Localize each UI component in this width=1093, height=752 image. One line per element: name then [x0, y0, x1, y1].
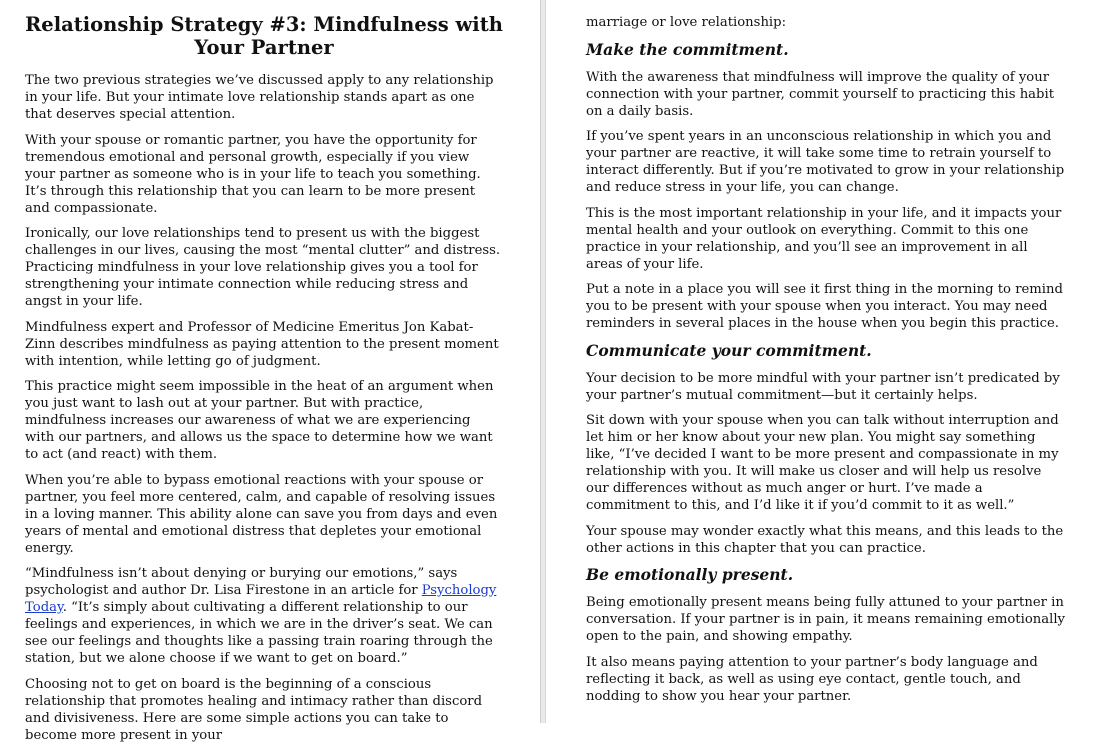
paragraph: Choosing not to get on board is the beginning of a conscious relationship that promotes healing and intimacy rather than discord and divisiveness. Here are some simple actions you can take to become more present in your — [25, 676, 483, 743]
paragraph: This is the most important relationship in your life, and it impacts your mental health and your outlook on everything. Commit to this one practice in your relationship, and you’ll see an improvement in all areas of your life. — [586, 205, 1062, 272]
quote-paragraph — [25, 565, 503, 667]
paragraph: If you’ve spent years in an unconscious relationship in which you and your partner are reactive, it will take some time to retrain yourself to interact differently. But if you’re motivated to grow in your relationship and reduce stress in your life, you can change. — [586, 129, 1065, 195]
psychology-today-link[interactable]: Psychology Today — [25, 583, 497, 615]
page-title: Relationship Strategy #3: Mindfulness with Your Partner — [25, 13, 503, 59]
section-heading: Be emotionally present. — [586, 565, 794, 584]
paragraph: The two previous strategies we’ve discussed apply to any relationship in your life. But your intimate love relationship stands apart as one that deserves special attention. — [25, 73, 494, 122]
quote-before: “Mindfulness isn’t about denying or burying our emotions,” says psychologist and author Dr. Lisa Firestone in an article for — [25, 566, 458, 598]
right-page — [546, 0, 1093, 723]
continuation-text: marriage or love relationship: — [586, 15, 787, 30]
paragraph: Ironically, our love relationships tend to present us with the biggest challenges in our lives, causing the most “mental clutter” and distress. Practicing mindfulness in your love relationship gives you a tool for strengthening your intimate connection while reducing stress and angst in your life. — [25, 226, 501, 309]
left-page — [0, 0, 540, 743]
section-heading: Make the commitment. — [586, 39, 789, 59]
paragraph: Your decision to be more mindful with your partner isn’t predicated by your partner’s mutual commitment—but it certainly helps. — [586, 370, 1060, 403]
paragraph: Mindfulness expert and Professor of Medicine Emeritus Jon Kabat-Zinn describes mindfulness as paying attention to the present moment with intention, while letting go of judgment. — [25, 319, 499, 369]
left-column — [25, 13, 503, 752]
quote-after: . “It’s simply about cultivating a different relationship to our feelings and experiences, in which we are in the driver’s seat. We can see our feelings and thoughts like a passing train roaring through the station, but we alone choose if we want to get on board.” — [25, 600, 493, 666]
paragraph: Sit down with your spouse when you can talk without interruption and let him or her know about your new plan. You might say something like, “I’ve decided I want to be more present and compassionate in my relationship with you. It will make us closer and will help us resolve our differences without as much anger or hurt. I’ve made a commitment to this, and I’d like it if you’d commit to it as well.” — [586, 413, 1059, 513]
paragraph: With your spouse or romantic partner, you have the opportunity for tremendous emotional and personal growth, especially if you view your partner as someone who is in your life to teach you something. It’s through this relationship that you can learn to be more present and compassionate. — [25, 132, 481, 216]
paragraph: It also means paying attention to your partner’s body language and reflecting it back, as well as using eye contact, gentle touch, and nodding to show you hear your partner. — [586, 654, 1038, 704]
section-heading: Communicate your commitment. — [586, 340, 872, 360]
paragraph: This practice might seem impossible in the heat of an argument when you just want to lash out at your partner. But with practice, mindfulness increases our awareness of what we are experiencing with our partners, and allows us the space to determine how we want to act (and react) with them. — [25, 379, 494, 462]
paragraph: Your spouse may wonder exactly what this means, and this leads to the other actions in this chapter that you can practice. — [586, 523, 1064, 556]
paragraph: When you’re able to bypass emotional reactions with your spouse or partner, you feel more centered, calm, and capable of resolving issues in a loving manner. This ability alone can save you from days and even years of mental and emotional distress that depletes your emotional energy. — [25, 472, 498, 556]
paragraph: Being emotionally present means being fully attuned to your partner in conversation. If your partner is in pain, it means remaining emotionally open to the pain, and showing empathy. — [586, 595, 1065, 644]
paragraph: Put a note in a place you will see it first thing in the morning to remind you to be present with your spouse when you interact. You may need reminders in several places in the house when you begin this practice. — [586, 282, 1063, 331]
paragraph: With the awareness that mindfulness will improve the quality of your connection with your partner, commit yourself to practicing this habit on a daily basis. — [586, 69, 1055, 119]
right-column — [586, 14, 1066, 713]
